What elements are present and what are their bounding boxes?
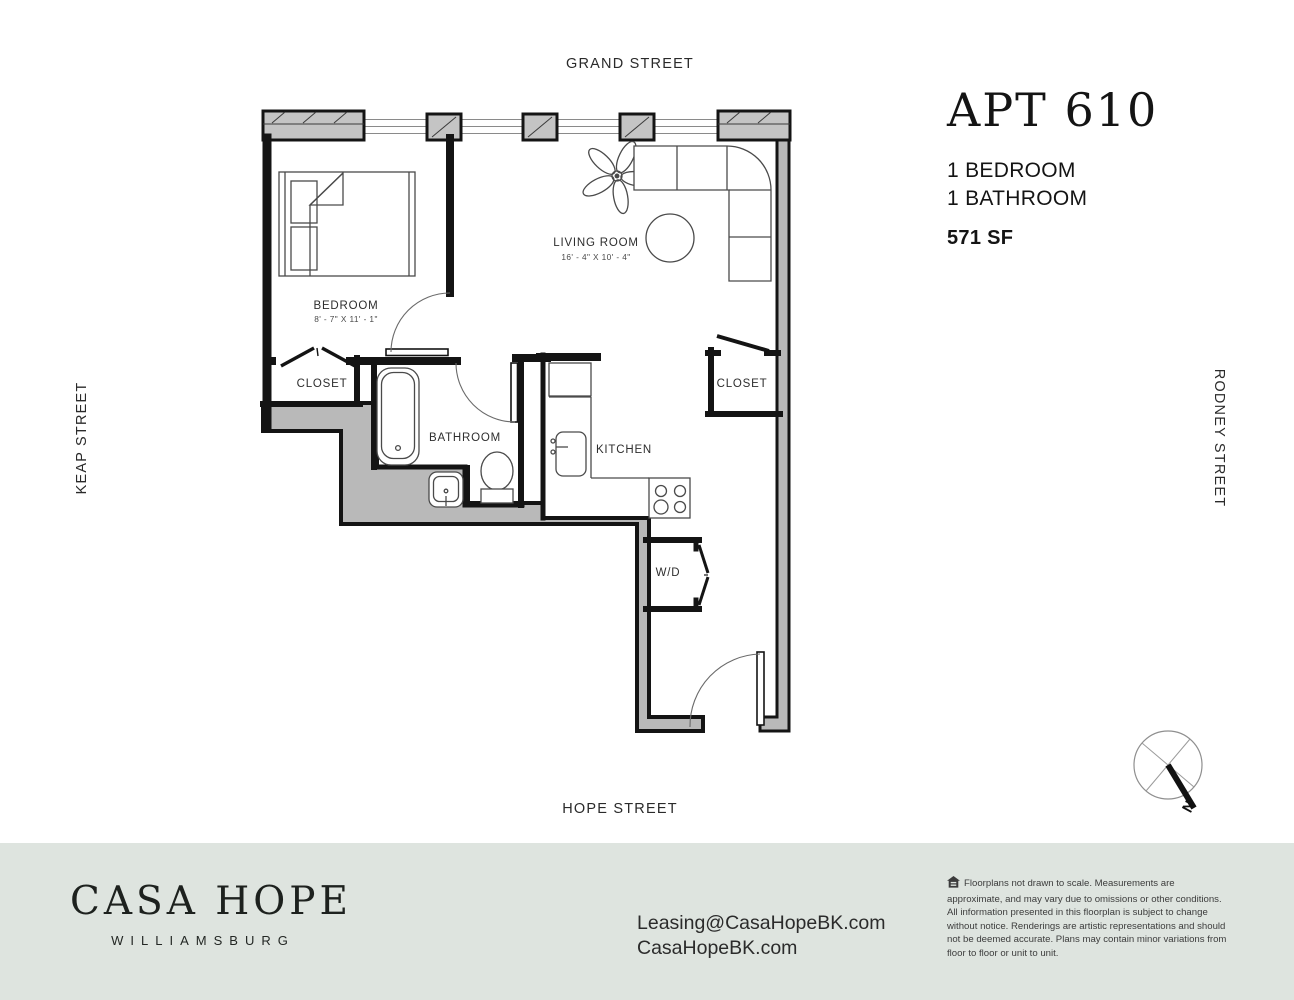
square-footage: 571 SF xyxy=(947,227,1014,249)
street-label-bottom: HOPE STREET xyxy=(562,801,678,817)
living-room-label: LIVING ROOM xyxy=(553,237,639,249)
bedroom-dims: 8' - 7" X 11' - 1" xyxy=(314,314,378,324)
bedroom-closet-doors xyxy=(281,348,355,366)
bathroom-sink xyxy=(429,472,463,507)
compass-north-label: N xyxy=(1177,797,1199,815)
disclaimer-text: Floorplans not drawn to scale. Measurements are approximate, and may vary due to omissions or other conditions. All information presented in this floorplan is subject to change without notice. Renderings are artistic representations and should not be deemed accurate. Plans may contain minor variations from floor to floor or unit to unit. xyxy=(947,878,1227,960)
street-label-top: GRAND STREET xyxy=(566,56,694,72)
contact-block xyxy=(637,911,886,961)
street-label-right: RODNEY STREET xyxy=(1211,368,1227,508)
brand-location: WILLIAMSBURG xyxy=(111,933,295,948)
street-label-left: KEAP STREET xyxy=(74,381,90,495)
entry-closet-label: CLOSET xyxy=(716,378,768,390)
bathroom-count: 1 BATHROOM xyxy=(947,187,1088,210)
kitchen-label: KITCHEN xyxy=(595,444,653,456)
wd-label: W/D xyxy=(655,567,681,579)
toilet xyxy=(481,452,513,503)
wd-bifold-doors xyxy=(699,545,708,605)
bedroom-bed xyxy=(279,172,415,276)
stove xyxy=(649,478,690,518)
disclaimer xyxy=(947,876,1231,961)
bathtub xyxy=(377,368,419,465)
bathroom-label: BATHROOM xyxy=(429,432,501,444)
equal-housing-icon xyxy=(947,876,960,893)
brand-name: CASA HOPE xyxy=(70,879,352,924)
compass xyxy=(1134,731,1202,815)
round-table xyxy=(646,214,694,262)
living-room-dims: 16' - 4" X 10' - 4" xyxy=(561,252,631,262)
bedroom-label: BEDROOM xyxy=(313,300,379,312)
bedroom-closet-label: CLOSET xyxy=(296,378,348,390)
brand-logo xyxy=(70,879,352,948)
footer xyxy=(0,843,1294,1000)
top-wall-piers xyxy=(263,111,790,140)
title-block xyxy=(947,83,1158,250)
contact-website[interactable]: CasaHopeBK.com xyxy=(637,937,798,959)
apartment-number: APT 610 xyxy=(947,83,1159,137)
kitchen-sink xyxy=(551,432,586,476)
bedroom-door xyxy=(386,293,450,356)
bathroom-door xyxy=(456,363,518,422)
sectional-sofa xyxy=(634,146,771,281)
bedroom-count: 1 BEDROOM xyxy=(947,159,1076,182)
entry-closet-door xyxy=(717,333,769,351)
contact-email[interactable]: Leasing@CasaHopeBK.com xyxy=(637,912,886,934)
